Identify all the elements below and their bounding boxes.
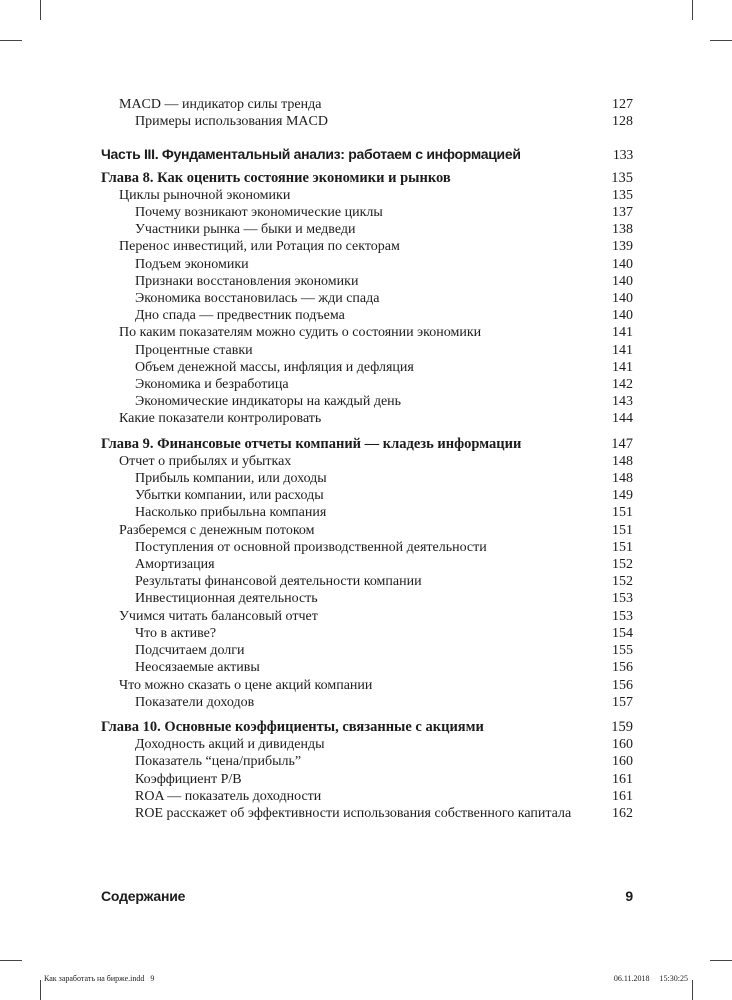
toc-entry-page: 141 — [612, 325, 633, 341]
toc-entry-title: Какие показатели контролировать — [119, 411, 322, 427]
toc-entry — [101, 694, 633, 711]
toc-entry-page: 138 — [612, 222, 633, 238]
toc-entry — [101, 342, 633, 359]
toc-entry-page: 155 — [612, 643, 633, 659]
toc-entry-page: 149 — [612, 488, 633, 504]
toc-entry-title: Перенос инвестиций, или Ротация по секторам — [119, 239, 400, 255]
slug-timestamp — [614, 974, 688, 983]
toc-entry-title: Глава 10. Основные коэффициенты, связанные с акциями — [101, 718, 484, 735]
toc-entry — [101, 376, 633, 393]
toc-entry-title: Доходность акций и дивиденды — [135, 737, 325, 753]
toc-entry — [101, 324, 633, 341]
toc-entry-page: 153 — [612, 608, 633, 624]
toc-entry — [101, 504, 633, 521]
crop-mark — [710, 960, 732, 961]
toc-entry — [101, 677, 633, 694]
toc-entry-title: Прибыль компании, или доходы — [135, 471, 327, 487]
toc-entry-page: 135 — [612, 187, 633, 203]
toc-entry-title: Разберемся с денежным потоком — [119, 522, 315, 538]
toc-entry — [101, 642, 633, 659]
toc-entry-page: 160 — [612, 737, 633, 753]
toc-entry-title: Глава 9. Финансовые отчеты компаний — кладезь информации — [101, 435, 522, 452]
toc-entry-page: 133 — [612, 148, 633, 164]
toc-entry-title: Коэффициент P/B — [135, 771, 242, 787]
toc-entry — [101, 470, 633, 487]
toc-entry-page: 154 — [612, 625, 633, 641]
toc-entry-title: Результаты финансовой деятельности компании — [135, 574, 422, 590]
toc-entry-title: Циклы рыночной экономики — [119, 187, 291, 203]
toc-entry — [101, 539, 633, 556]
toc-entry — [101, 453, 633, 470]
toc-entry — [101, 113, 633, 130]
toc-entry-page: 151 — [612, 522, 633, 538]
toc-entry-page: 157 — [612, 694, 633, 710]
toc-entry-page: 156 — [612, 677, 633, 693]
toc-entry — [101, 290, 633, 307]
toc-entry-page: 151 — [612, 539, 633, 555]
toc-chapter — [101, 170, 633, 187]
toc-entry-page: 156 — [612, 660, 633, 676]
toc-entry-title: Процентные ставки — [135, 342, 253, 358]
footer-page-number: 9 — [625, 888, 633, 904]
toc-entry — [101, 556, 633, 573]
crop-mark — [692, 980, 693, 1000]
toc-entry-page: 143 — [612, 394, 633, 410]
toc-entry-page: 141 — [612, 342, 633, 358]
toc-entry-title: Отчет о прибылях и убытках — [119, 453, 292, 469]
toc-entry-title: Поступления от основной производственной деятельности — [135, 539, 487, 555]
slug-file-name: Как заработать на бирже.indd 9 — [44, 974, 155, 983]
toc-entry-title: Почему возникают экономические циклы — [135, 205, 383, 221]
toc-entry-page: 139 — [612, 239, 633, 255]
toc-entry-page: 137 — [612, 205, 633, 221]
toc-entry — [101, 410, 633, 427]
toc-entry — [101, 238, 633, 255]
toc-entry — [101, 307, 633, 324]
toc-entry-title: По каким показателям можно судить о состоянии экономики — [119, 325, 482, 341]
toc-entry-title: Учимся читать балансовый отчет — [119, 608, 318, 624]
toc-entry — [101, 573, 633, 590]
toc-entry-title: Экономика восстановилась — жди спада — [135, 291, 380, 307]
crop-mark — [0, 960, 22, 961]
toc-entry-page: 127 — [612, 97, 633, 112]
toc-entry-page: 148 — [612, 453, 633, 469]
toc-entry-page: 142 — [612, 377, 633, 393]
toc-entry — [101, 771, 633, 788]
page-footer — [101, 888, 633, 904]
toc-entry-page: 140 — [612, 256, 633, 272]
toc-entry-title: Признаки восстановления экономики — [135, 273, 359, 289]
toc-entry — [101, 359, 633, 376]
toc-entry-page: 159 — [611, 718, 633, 735]
toc-entry-title: Экономические индикаторы на каждый день — [135, 394, 402, 410]
crop-mark — [40, 0, 41, 20]
toc-entry-page: 161 — [612, 771, 633, 787]
toc-entry-title: Неосязаемые активы — [135, 660, 260, 676]
toc-entry — [101, 753, 633, 770]
slug-time: 15:30:25 — [659, 974, 688, 983]
toc-entry-page: 148 — [612, 471, 633, 487]
toc-entry-page: 160 — [612, 754, 633, 770]
toc-entry-title: Экономика и безработица — [135, 377, 289, 393]
toc-entry — [101, 625, 633, 642]
toc-chapter — [101, 436, 633, 453]
toc-entry-title: Что можно сказать о цене акций компании — [119, 677, 373, 693]
toc-entry-title: Показатель “цена/прибыль” — [135, 754, 302, 770]
toc-entry-page: 144 — [612, 411, 633, 427]
toc-entry-page: 140 — [612, 291, 633, 307]
toc-entry — [101, 608, 633, 625]
toc-entry-page: 153 — [612, 591, 633, 607]
toc-entry — [101, 204, 633, 221]
crop-mark — [0, 40, 22, 41]
toc-entry-title: MACD — индикатор силы тренда — [119, 97, 322, 112]
toc-entry — [101, 187, 633, 204]
crop-mark — [710, 40, 732, 41]
toc-entry-title: ROE расскажет об эффективности использования собственного капитала — [135, 805, 572, 821]
toc-entry-title: Участники рынка — быки и медведи — [135, 222, 356, 238]
toc-entry — [101, 256, 633, 273]
toc-entry — [101, 805, 633, 822]
toc-entry-title: Насколько прибыльна компания — [135, 505, 327, 521]
toc-entry — [101, 522, 633, 539]
toc-entry — [101, 273, 633, 290]
toc-entry-title: Амортизация — [135, 557, 215, 573]
toc-entry-page: 140 — [612, 308, 633, 324]
toc-entry-page: 141 — [612, 359, 633, 375]
toc-entry — [101, 96, 633, 113]
toc-entry-page: 140 — [612, 273, 633, 289]
toc-entry-title: Подъем экономики — [135, 256, 249, 272]
toc-entry — [101, 221, 633, 238]
toc-entry-title: Глава 8. Как оценить состояние экономики и рынков — [101, 169, 451, 186]
table-of-contents — [101, 96, 633, 822]
toc-entry-page: 147 — [611, 435, 633, 452]
toc-entry-title: Примеры использования MACD — [135, 114, 328, 130]
toc-entry-title: ROA — показатель доходности — [135, 788, 322, 804]
footer-section-title: Содержание — [101, 888, 186, 904]
crop-mark — [692, 0, 693, 20]
toc-entry-page: 151 — [612, 505, 633, 521]
toc-entry-page: 162 — [612, 805, 633, 821]
toc-entry-title: Убытки компании, или расходы — [135, 488, 324, 504]
toc-entry-page: 128 — [612, 114, 633, 130]
toc-entry — [101, 393, 633, 410]
toc-entry-page: 135 — [611, 169, 633, 186]
slug-date: 06.11.2018 — [613, 974, 650, 983]
toc-entry-page: 152 — [612, 574, 633, 590]
toc-entry-title: Часть III. Фундаментальный анализ: работаем с информацией — [101, 146, 521, 163]
toc-entry-title: Объем денежной массы, инфляция и дефляция — [135, 359, 414, 375]
toc-entry — [101, 788, 633, 805]
toc-entry-title: Показатели доходов — [135, 694, 255, 710]
toc-entry — [101, 487, 633, 504]
toc-entry-page: 152 — [612, 557, 633, 573]
toc-entry-title: Подсчитаем долги — [135, 643, 245, 659]
crop-mark — [40, 980, 41, 1000]
toc-entry-title: Инвестиционная деятельность — [135, 591, 318, 607]
toc-entry — [101, 590, 633, 607]
toc-part — [101, 146, 633, 164]
toc-chapter — [101, 719, 633, 736]
toc-entry-page: 161 — [612, 788, 633, 804]
toc-entry-title: Что в активе? — [135, 625, 217, 641]
toc-entry-title: Дно спада — предвестник подъема — [135, 308, 345, 324]
print-slug — [44, 974, 688, 983]
toc-entry — [101, 736, 633, 753]
toc-entry — [101, 659, 633, 676]
